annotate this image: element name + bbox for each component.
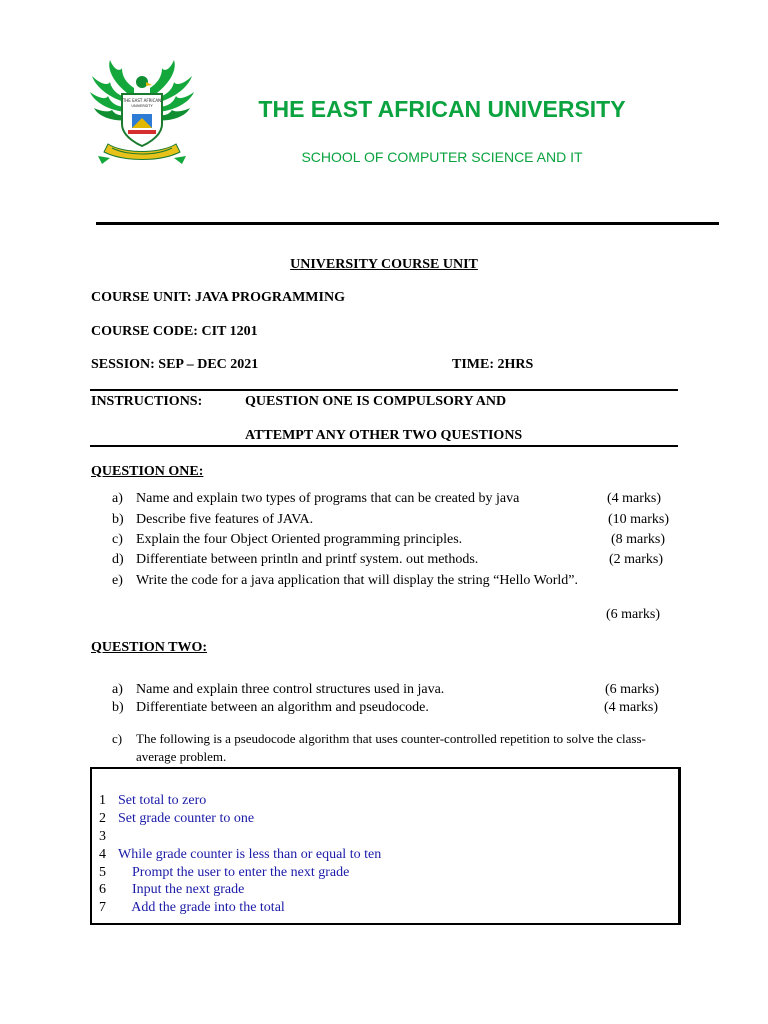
code-line — [99, 811, 254, 827]
course-code: COURSE CODE: CIT 1201 — [91, 324, 258, 339]
instructions-top-rule — [90, 389, 678, 391]
item-text: Differentiate between println and printf system. out methods. — [136, 552, 479, 567]
line-text: While grade counter is less than or equal to ten — [118, 847, 382, 862]
instructions-line-1: QUESTION ONE IS COMPULSORY AND — [245, 394, 507, 409]
q2-item-c — [112, 731, 646, 747]
q2-a-marks: (6 marks) — [605, 682, 660, 697]
question-one-title: QUESTION ONE: — [91, 464, 204, 479]
line-number: 7 — [99, 900, 106, 915]
item-text: Differentiate between an algorithm and pseudocode. — [136, 700, 429, 715]
header-divider — [96, 222, 719, 225]
item-text: Name and explain three control structures used in java. — [136, 682, 445, 697]
code-line — [99, 882, 244, 898]
instructions-bottom-rule — [90, 445, 678, 447]
code-line — [99, 865, 349, 881]
item-letter: c) — [112, 532, 123, 547]
q1-item-e — [112, 573, 578, 589]
item-text: Name and explain two types of programs that can be created by java — [136, 491, 520, 506]
item-letter: d) — [112, 552, 124, 567]
line-number: 5 — [99, 865, 106, 880]
exam-time: TIME: 2HRS — [452, 357, 534, 372]
code-line — [99, 847, 381, 863]
q1-item-c — [112, 532, 462, 548]
item-letter: e) — [112, 573, 123, 588]
item-text: The following is a pseudocode algorithm that uses counter-controlled repetition to solve the class- — [136, 731, 646, 746]
course-unit: COURSE UNIT: JAVA PROGRAMMING — [91, 290, 345, 305]
course-heading: UNIVERSITY COURSE UNIT — [290, 257, 478, 272]
instructions-line-2: ATTEMPT ANY OTHER TWO QUESTIONS — [245, 428, 523, 443]
university-crest-logo — [88, 58, 196, 168]
q1-e-marks: (6 marks) — [606, 607, 661, 622]
item-letter: b) — [112, 512, 124, 527]
session: SESSION: SEP – DEC 2021 — [91, 357, 259, 372]
item-letter: b) — [112, 700, 124, 715]
q1-b-marks: (10 marks) — [608, 512, 670, 527]
item-text: Write the code for a java application that will display the string “Hello World”. — [136, 573, 579, 588]
line-text: Prompt the user to enter the next grade — [118, 865, 350, 880]
item-letter: a) — [112, 682, 123, 697]
line-number: 1 — [99, 793, 106, 808]
svg-text:THE EAST AFRICAN: THE EAST AFRICAN — [122, 98, 162, 103]
q1-a-marks: (4 marks) — [607, 491, 662, 506]
line-text: Set grade counter to one — [118, 811, 255, 826]
item-text: Explain the four Object Oriented programming principles. — [136, 532, 463, 547]
q1-c-marks: (8 marks) — [611, 532, 666, 547]
line-number: 4 — [99, 847, 106, 862]
q1-d-marks: (2 marks) — [609, 552, 664, 567]
item-text: Describe five features of JAVA. — [136, 512, 314, 527]
line-text: Set total to zero — [118, 793, 207, 808]
instructions-label: INSTRUCTIONS: — [91, 394, 203, 409]
item-letter: a) — [112, 491, 123, 506]
line-text: Input the next grade — [118, 882, 245, 897]
q2-b-marks: (4 marks) — [604, 700, 659, 715]
code-line — [99, 793, 206, 809]
q2-item-b — [112, 700, 429, 716]
school-subtitle: SCHOOL OF COMPUTER SCIENCE AND IT — [301, 149, 583, 165]
university-title: THE EAST AFRICAN UNIVERSITY — [258, 96, 626, 122]
code-line — [99, 900, 285, 916]
line-text: Add the grade into the total — [118, 900, 285, 915]
svg-text:UNIVERSITY: UNIVERSITY — [131, 104, 153, 108]
q2-item-c-continued: average problem. — [136, 749, 227, 764]
code-line — [99, 829, 118, 845]
line-number: 6 — [99, 882, 106, 897]
line-number: 2 — [99, 811, 106, 826]
q1-item-a — [112, 491, 519, 507]
q1-item-b — [112, 512, 313, 528]
q2-item-a — [112, 682, 444, 698]
line-number: 3 — [99, 829, 106, 844]
q1-item-d — [112, 552, 478, 568]
question-two-title: QUESTION TWO: — [91, 640, 208, 655]
item-letter: c) — [112, 731, 123, 746]
